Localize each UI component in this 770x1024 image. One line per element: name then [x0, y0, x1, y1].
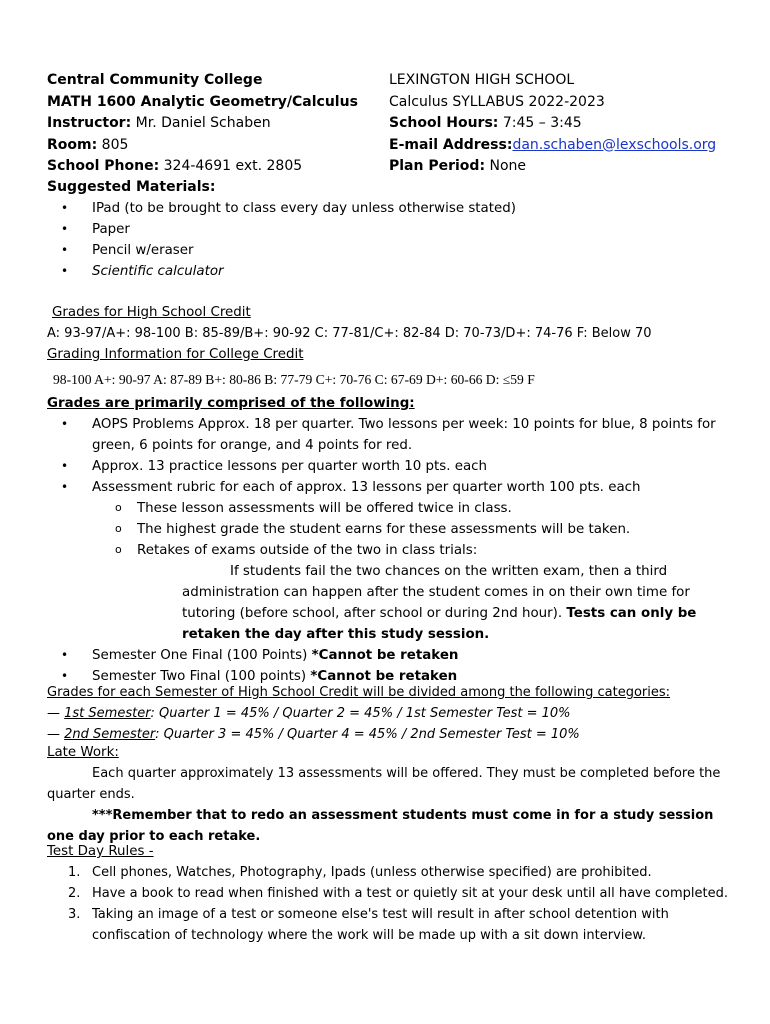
hours-value: 7:45 – 3:45 — [502, 115, 582, 131]
rule-text: Have a book to read when finished with a test or quietly sit at your desk until all have completed. — [92, 886, 728, 901]
late-work-section — [47, 742, 737, 847]
header-right — [389, 70, 759, 178]
late-work-heading: Late Work: — [47, 745, 119, 760]
room-value: 805 — [101, 136, 129, 153]
course-title: MATH 1600 Analytic Geometry/Calculus — [47, 93, 358, 110]
test-rules-heading: Test Day Rules - — [47, 844, 154, 859]
retake-bold: Tests can only be retaken the day after this study session. — [182, 606, 697, 642]
phone-line — [47, 156, 377, 178]
semester-section — [47, 682, 737, 745]
assessment-sublist — [47, 498, 737, 561]
instructor-value: Mr. Daniel Schaben — [135, 115, 271, 131]
late-work-heading-wrap — [47, 742, 737, 763]
late-work-text: Each quarter approximately 13 assessments will be offered. They must be completed before the quarter ends. — [47, 766, 721, 802]
semester-1-label: 1st Semester — [64, 706, 151, 721]
sublist-item: o These lesson assessments will be offered twice in class. — [47, 498, 737, 519]
comprised-list — [47, 414, 737, 498]
list-item: • Assessment rubric for each of approx. 13 lessons per quarter worth 100 pts. each — [47, 477, 737, 498]
test-rules-heading-wrap — [47, 841, 737, 862]
test-rules-section — [47, 841, 737, 946]
final-two-note: *Cannot be retaken — [310, 669, 458, 684]
hs-grades-section — [47, 302, 737, 390]
test-rules-list — [47, 862, 737, 946]
list-item: • AOPS Problems Approx. 18 per quarter. Two lessons per week: 10 points for blue, 8 points for green, 6 points for orange, and 4 points for red. — [47, 414, 737, 456]
phone-value: 324-4691 ext. 2805 — [163, 158, 303, 174]
materials-heading: Suggested Materials: — [47, 179, 216, 195]
rule-text: Cell phones, Watches, Photography, Ipads (unless otherwise specified) are prohibited. — [92, 865, 652, 880]
college-grades-scale: 98-100 A+: 90-97 A: 87-89 B+: 80-86 B: 77-79 C+: 70-76 C: 67-69 D+: 60-66 D: ≤59 F — [53, 372, 535, 387]
semester-2-text: : Quarter 3 = 45% / Quarter 4 = 45% / 2nd Semester Test = 10% — [155, 727, 580, 742]
semester-2-label: 2nd Semester — [64, 727, 156, 742]
hs-grades-heading-wrap — [47, 302, 737, 323]
final-one-note: *Cannot be retaken — [311, 648, 459, 663]
semester-2-line: — 2nd Semester: Quarter 3 = 45% / Quarter 4 = 45% / 2nd Semester Test = 10% — [47, 727, 580, 742]
plan-value: None — [489, 158, 527, 174]
school-name: LEXINGTON HIGH SCHOOL — [389, 72, 575, 88]
final-two: Semester Two Final (100 points) — [92, 669, 307, 684]
hs-grades-heading: Grades for High School Credit — [52, 305, 251, 320]
rule-number: 2. — [68, 886, 81, 901]
final-one: Semester One Final (100 Points) — [92, 648, 308, 663]
retake-text: If students fail the two chances on the written exam, then a third administration can happen after the student comes in on their own time for tutoring (before school, after school or during 2nd hour). — [182, 564, 690, 621]
instructor-line — [47, 113, 377, 135]
list-item: • Scientific calculator — [47, 261, 737, 282]
college-name: Central Community College — [47, 72, 263, 88]
retake-paragraph — [47, 561, 737, 645]
phone-label: School Phone: — [47, 158, 160, 174]
college-grades-heading: Grading Information for College Credit — [47, 347, 304, 362]
college-grades-heading-wrap — [47, 344, 737, 365]
list-item: • Pencil w/eraser — [47, 240, 737, 261]
email-label: E-mail Address: — [389, 136, 513, 153]
plan-label: Plan Period: — [389, 158, 486, 174]
list-item — [47, 883, 737, 904]
hours-line — [389, 113, 759, 135]
room-label: Room: — [47, 136, 98, 153]
semester-1-line: — 1st Semester: Quarter 1 = 45% / Quarter 2 = 45% / 1st Semester Test = 10% — [47, 706, 571, 721]
materials-section — [47, 177, 737, 282]
email-line — [389, 135, 759, 157]
hs-grades-scale: A: 93-97/A+: 98-100 B: 85-89/B+: 90-92 C: 77-81/C+: 82-84 D: 70-73/D+: 74-76 F: Below 70 — [47, 326, 652, 341]
list-item: • IPad (to be brought to class every day unless otherwise stated) — [47, 198, 737, 219]
list-item: • Approx. 13 practice lessons per quarter worth 10 pts. each — [47, 456, 737, 477]
comprised-heading: Grades are primarily comprised of the following: — [47, 396, 415, 411]
email-link[interactable]: dan.schaben@lexschools.org — [512, 136, 717, 153]
room-line — [47, 135, 377, 157]
rule-text: Taking an image of a test or someone else's test will result in after school detention with confiscation of technology where the work will be made up with a sit down interview. — [92, 907, 669, 943]
syllabus-title: Calculus SYLLABUS 2022-2023 — [389, 93, 605, 110]
sublist-item: o The highest grade the student earns for these assessments will be taken. — [47, 519, 737, 540]
semester-1-text: : Quarter 1 = 45% / Quarter 2 = 45% / 1st Semester Test = 10% — [150, 706, 571, 721]
instructor-label: Instructor: — [47, 115, 132, 131]
plan-line — [389, 156, 759, 178]
list-item: • Paper — [47, 219, 737, 240]
sublist-item: o Retakes of exams outside of the two in class trials: — [47, 540, 737, 561]
late-work-remember: ***Remember that to redo an assessment students must come in for a study session one day prior to each retake. — [47, 808, 714, 844]
hours-label: School Hours: — [389, 115, 499, 131]
comprised-section — [47, 393, 737, 687]
list-item — [47, 904, 737, 946]
rule-number: 1. — [68, 865, 81, 880]
list-item — [47, 862, 737, 883]
header-left — [47, 70, 377, 178]
rule-number: 3. — [68, 907, 81, 922]
list-item — [47, 645, 737, 666]
finals-list — [47, 645, 737, 687]
semester-heading: Grades for each Semester of High School Credit will be divided among the following categories: — [47, 685, 671, 700]
materials-list — [47, 198, 737, 282]
